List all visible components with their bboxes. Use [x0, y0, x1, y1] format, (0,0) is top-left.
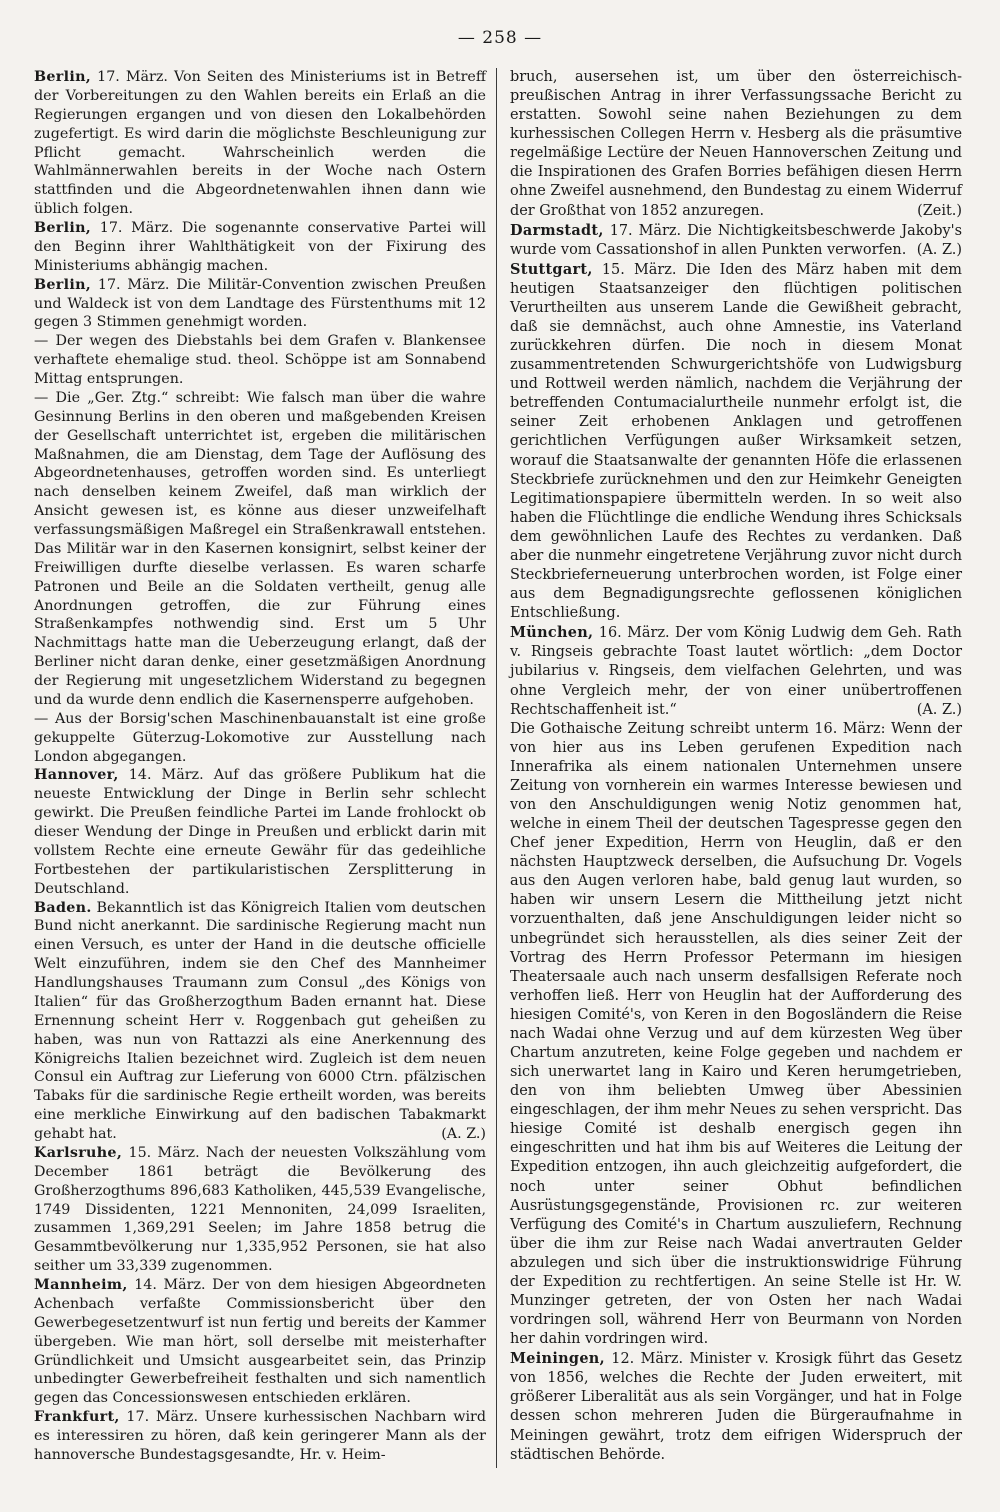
article-date: 17. März.	[99, 220, 174, 236]
news-article	[34, 766, 486, 898]
right-column	[510, 68, 962, 1465]
article-date: 14. März.	[128, 767, 204, 784]
news-article	[34, 389, 486, 710]
column-divider	[496, 68, 497, 1468]
article-text: Die Nichtigkeitsbeschwerde Jakoby's wurde vom Cassationshof in allen Punkten verworfen.	[510, 222, 962, 258]
article-text: Minister v. Krosigk führt das Gesetz von 1856, welches die Rechte der Juden erweitert, mit größerer Liberalität aus als sein Vorgänger, und hat in Folge dessen schon mehreren Juden die Bürgeraufnahme in Meiningen gewährt, trotz dem eifrigen Widerspruch der städtischen Behörde.	[510, 1351, 962, 1463]
news-article	[34, 332, 486, 389]
article-source: (Zeit.)	[917, 202, 962, 219]
news-article	[510, 68, 962, 221]
article-date: 12. März.	[611, 1351, 684, 1368]
article-date: 15. März.	[601, 261, 677, 278]
article-text: Auf das größere Publikum hat die neueste Entwicklung der Dinge in Berlin sehr schlecht gewirkt. Die Preußen feindliche Partei im Lande frohlockt ob dieser Wendung der Dinge in Preußen und erblickt darin mit vollstem Rechte eine erneute Gewähr für das gedeihliche Fortbestehen der partikularistischen Zersplitterung in Deutschland.	[34, 767, 487, 897]
article-text: Nach der neuesten Volkszählung vom December 1861 beträgt die Bevölkerung des Großherzogthums 896,683 Katholiken, 445,539 Evangelische, 1749 Dissidenten, 1221 Mennoniten, 24,099 Israeliten, zusammen 1,369,291 Seelen; im Jahre 1858 betrug die Gesammtbevölkerung nur 1,335,952 Personen, sie hat also seither um 33,339 zugenommen.	[34, 1144, 487, 1275]
news-article	[510, 1349, 962, 1464]
news-article	[34, 899, 486, 1144]
article-date: 15. März.	[128, 1144, 200, 1161]
article-date: 17. März.	[609, 222, 682, 239]
article-date: 17. März.	[97, 276, 170, 293]
article-text: — Der wegen des Diebstahls bei dem Grafen v. Blankensee verhaftete ehemalige stud. theol. Schöppe ist am Sonnabend Mittag entsprungen.	[34, 333, 486, 387]
article-date: 14. März.	[134, 1277, 206, 1293]
news-article	[34, 68, 486, 219]
article-text: Von Seiten des Ministeriums ist in Betreff der Vorbereitungen zu den Wahlen bereits ein Erlaß an die Regierungen ergangen und von diesen den Lokalbehörden zugefertigt. Es wird darin die möglichste Beschleunigung zur Pflicht gemacht. Wahrscheinlich werden die Wahlmännerwahlen bereits in der Woche nach Ostern stattfinden und die Abgeordnetenwahlen ihnen dann wie üblich folgen.	[34, 69, 487, 218]
news-article	[34, 710, 486, 767]
article-place: Berlin,	[34, 220, 92, 236]
article-text: — Aus der Borsig'schen Maschinenbauanstalt ist eine große gekuppelte Güterzug-Lokomotive zur Ausstellung nach London abgegangen.	[34, 710, 486, 765]
article-date: 16. März.	[598, 625, 670, 642]
article-source: (A. Z.)	[916, 241, 962, 258]
news-article	[510, 260, 962, 623]
news-article	[510, 623, 962, 719]
news-article	[34, 276, 486, 333]
article-place: Stuttgart,	[510, 260, 593, 278]
article-text: — Die „Ger. Ztg.“ schreibt: Wie falsch man über die wahre Gesinnung Berlins in den oberen und maßgebenden Kreisen der Gesellschaft unterrichtet ist, ergeben die militärischen Maßnahmen, die am Dienstag, dem Tage der Auflösung des Abgeordnetenhauses, getroffen worden sind. Es unterliegt nach denselben keinem Zweifel, daß man wirklich der Ansicht gewesen ist, es könne aus dieser unzweifelhaft verfassungsmäßigen Maßregel ein Straßenkrawall entstehen. Das Militär war in den Kasernen konsignirt, selbst keiner der Freiwilligen durfte dieselbe verlassen. Es waren scharfe Patronen und Beile an die Soldaten vertheilt, genug alle Anordnungen getroffen, die zur Führung eines Straßenkampfes nothwendig sind. Erst um 5 Uhr Nachmittags hatte man die Ueberzeugung erlangt, daß der Berliner nicht daran denke, einer gesetzmäßigen Anordnung der Regierung mit ungesetzlichem Widerstand zu begegnen und da wurde denn endlich die Kasernensperre aufgehoben.	[34, 389, 486, 708]
article-source: (A. Z.)	[441, 1126, 486, 1142]
article-text: bruch, ausersehen ist, um über den österreichisch-preußischen Antrag in ihrer Verfassungssache Bericht zu erstatten. Sowohl seine nahen Beziehungen zu dem kurhessischen Collegen Herrn v. Hesberg als die präsumtive regelmäßige Lectüre der Neuen Hannoverschen Zeitung und die Inspirationen des Grafen Borries befähigen diesen Herrn ohne Zweifel ausnehmend, den Bundestag zu einem Widerruf der Großthat von 1852 anzuregen.	[510, 69, 963, 219]
news-article	[34, 219, 486, 276]
left-column	[34, 68, 486, 1465]
article-place: Karlsruhe,	[34, 1144, 123, 1161]
article-text: Der von dem hiesigen Abgeordneten Achenbach verfaßte Commissionsbericht über den Gewerbegesetzentwurf ist nun fertig und bereits der Kammer übergeben. Wie man hört, soll derselbe mit meisterhafter Gründlichkeit und Umsicht ausgearbeitet sein, das Prinzip unbedingter Gewerbefreiheit festhalten und sich namentlich gegen das Concessionswesen entschieden erklären.	[34, 1277, 486, 1407]
article-place: Mannheim,	[34, 1277, 128, 1293]
article-text: Bekanntlich ist das Königreich Italien vom deutschen Bund nicht anerkannt. Die sardinische Regierung macht nun einen Versuch, es unter der Hand in die deutsche officielle Welt einzuführen, indem sie den Chef des Mannheimer Handlungshauses Traumann zum Consul „des Königs von Italien“ für das Großherzogthum Baden ernannt hat. Diese Ernennung scheint Herr v. Roggenbach gut geheißen zu haben, was nun von Rattazzi als eine Anerkennung des Königreichs Italien bezeichnet wird. Zugleich ist dem neuen Consul ein Auftrag zur Lieferung von 6000 Ctrn. pfälzischen Tabaks für die sardinische Regie ertheilt worden, was bereits eine merkliche Einwirkung auf den badischen Tabakmarkt gehabt hat.	[34, 899, 486, 1142]
article-place: Meiningen,	[510, 1350, 605, 1368]
article-text: Unsere kurhessischen Nachbarn wird es interessiren zu hören, daß kein geringerer Mann als der hannoversche Bundestagsgesandte, Hr. v. Heim-	[34, 1409, 487, 1463]
news-article	[34, 1408, 486, 1465]
article-place: München,	[510, 624, 594, 642]
article-source: (A. Z.)	[916, 701, 962, 718]
article-date: 17. März.	[97, 69, 168, 85]
article-place: Berlin,	[34, 276, 92, 293]
article-place: Frankfurt,	[34, 1409, 120, 1426]
news-article	[510, 720, 962, 1350]
article-date: 17. März.	[126, 1409, 198, 1426]
news-article	[510, 221, 962, 260]
article-place: Hannover,	[34, 767, 119, 784]
news-article	[34, 1144, 486, 1276]
article-text: Die Iden des März haben mit dem heutigen Staatsanzeiger den flüchtigen politischen Verurtheilten aus unserem Lande die Gewißheit gebracht, daß sie demnächst, auch ohne Amnestie, ins Vaterland zurückkehren dürfen. Die noch in diesem Monat zusammentretenden Schwurgerichtshöfe von Ludwigsburg und Rottweil werden nämlich, nachdem die Verjährung der betreffenden Contumacialurtheile nunmehr erfolgt ist, die seiner Zeit erhobenen Anklagen und getroffenen gerichtlichen Verfügungen außer Wirksamkeit setzen, worauf die Staatsanwalte der genannten Höfe die erlassenen Steckbriefe zurücknehmen und den zur Heimkehr Geneigten Legitimationspapiere übermitteln werden. In so weit also haben die Flüchtlinge die endliche Wendung ihres Schicksals dem gewöhnlichen Laufe des Rechtes zu verdanken. Daß aber die nunmehr eingetretene Verjährung zuvor nicht durch Steckbrieferneuerung unterbrochen worden, ist Folge einer aus dem Begnadigungsrechte geflossenen königlichen Entschließung.	[510, 261, 962, 622]
article-text: Die Militär-Convention zwischen Preußen und Waldeck ist von dem Landtage des Fürstenthums mit 12 gegen 3 Stimmen genehmigt worden.	[34, 276, 487, 331]
article-text: Der vom König Ludwig dem Geh. Rath v. Ringseis gebrachte Toast lautet wörtlich: „dem Doctor jubilarius v. Ringseis, dem vielfachen Gelehrten, und was ohne Vergleich mehr, der von einer unübertroffenen Rechtschaffenheit ist.“	[510, 625, 962, 718]
article-text: Die Gothaische Zeitung schreibt unterm 16. März: Wenn der von hier aus ins Leben gerufenen Expedition nach Innerafrika als einem nationalen Unternehmen unsere Zeitung von vornherein ein warmes Interesse bewiesen und von den Anschuldigungen wenig Notiz genommen hat, welche in einem Theil der deutschen Tagespresse gegen den Chef jener Expedition, Herrn von Heuglin, daß er den nächsten Hauptzweck derselben, die Aufsuchung Dr. Vogels aus den Augen verloren habe, bald genug laut wurden, so haben wir unsern Lesern die Mittheilung jetzt nicht vorzuenthalten, daß jene Anschuldigungen leider nicht so unbegründet sich herausstellen, als dies seiner Zeit der Vortrag des Herrn Professor Petermann im hiesigen Theatersaale auch nach unserm desfallsigen Referate noch verhoffen ließ. Herr von Heuglin hat der Aufforderung des hiesigen Comité's, von Keren in den Bogosländern die Reise nach Wadai ohne Verzug und auf dem kürzesten Weg über Chartum anzutreten, keine Folge gegeben und nachdem er sich unerwartet lang in Kairo und Keren herumgetrieben, den von ihm beliebten Umweg über Abessinien eingeschlagen, der ihm mehr Neues zu sehen verspricht. Das hiesige Comité ist deshalb energisch gegen ihn eingeschritten und hat ihm bis auf Weiteres die Leitung der Expedition entzogen, ihn auch gleichzeitig aufgefordert, die noch unter seiner Obhut befindlichen Ausrüstungsgegenstände, Provisionen rc. zur weiteren Verfügung des Comité's in Chartum auszuliefern, Rechnung über die ihm zur Reise nach Wadai anvertrauten Gelder abzulegen und sich über die instruktionswidrige Führung der Expedition zu rechtfertigen. An seine Stelle ist Hr. W. Munzinger getreten, der von Osten her nach Wadai vordringen soll, während Herr von Beurmann von Norden her dahin vordringen wird.	[510, 720, 962, 1348]
article-place: Berlin,	[34, 69, 92, 85]
article-place: Baden.	[34, 899, 92, 916]
news-article	[34, 1276, 486, 1408]
article-text: Die sogenannte conservative Partei will den Beginn ihrer Wahlthätigkeit von der Fixirung des Ministeriums abhängig machen.	[34, 220, 487, 274]
article-place: Darmstadt,	[510, 221, 604, 239]
page-number: — 258 —	[457, 28, 543, 48]
